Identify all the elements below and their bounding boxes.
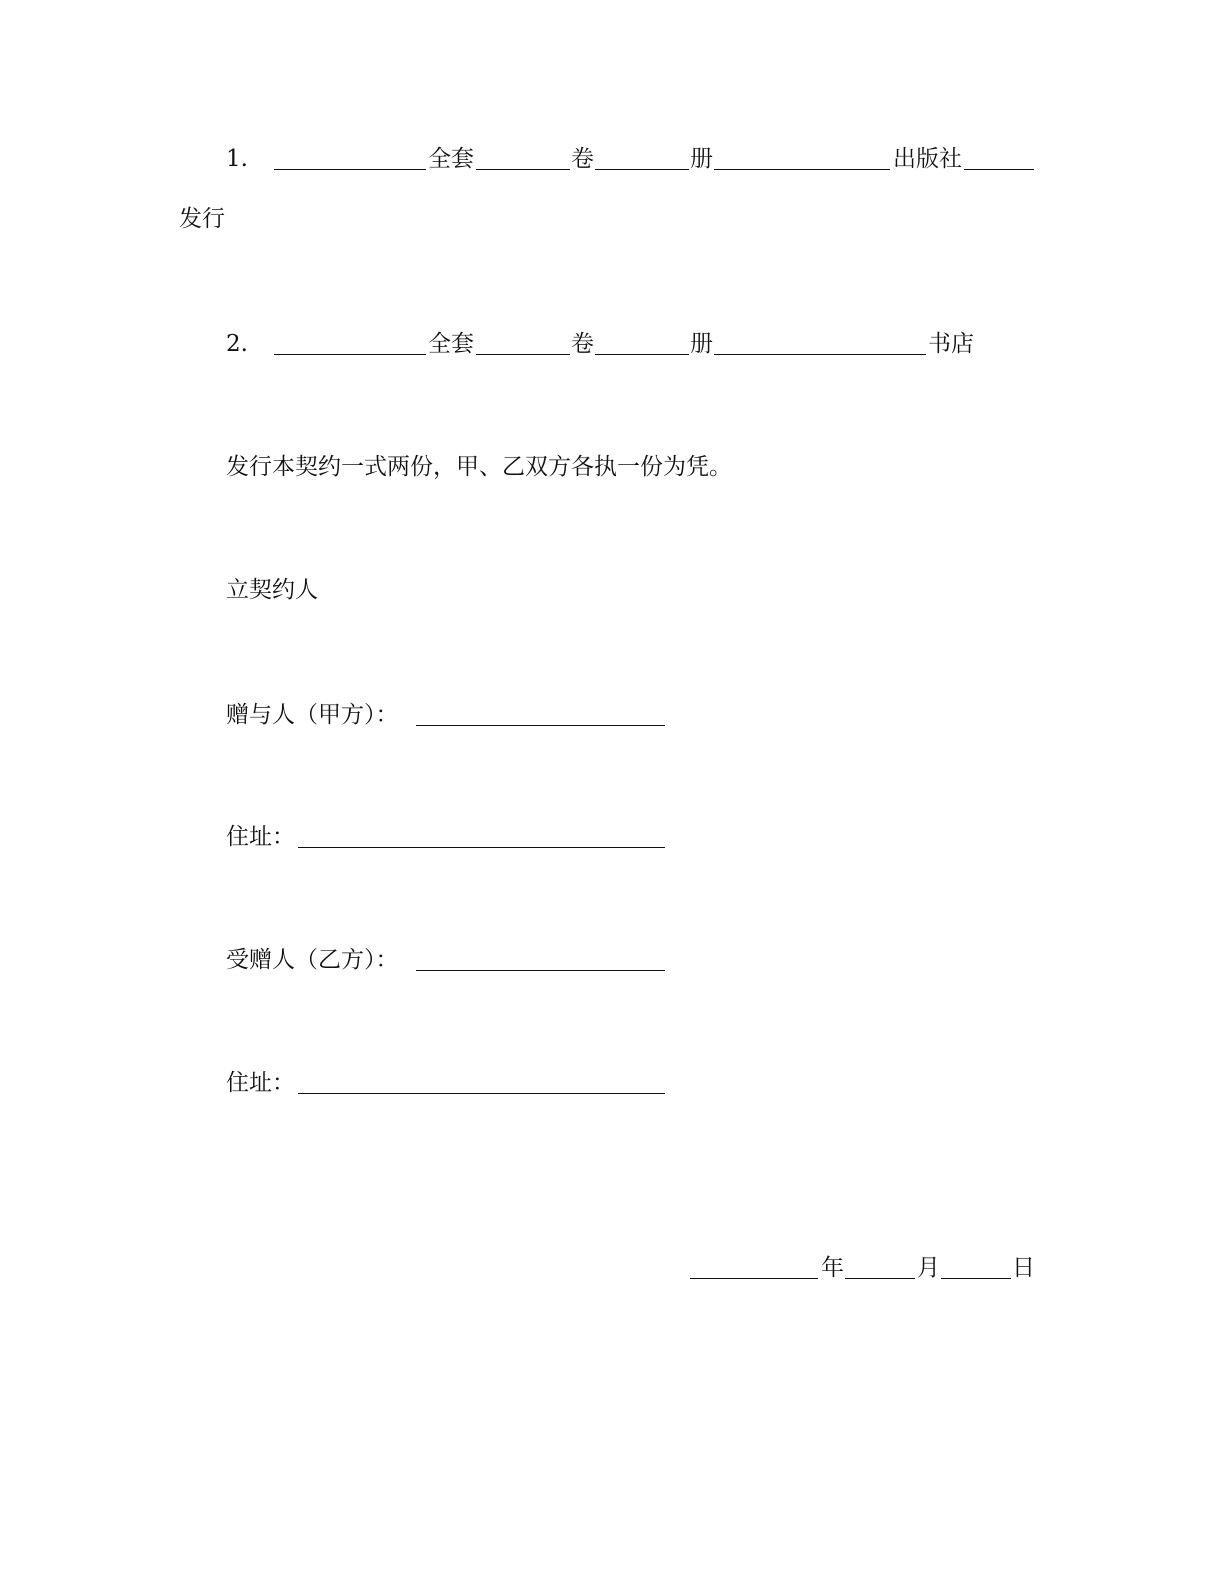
item-2-set-blank[interactable] [476, 354, 570, 355]
item-2-set-word: 全套 [428, 331, 474, 357]
closing-text: 发行本契约一式两份，甲、乙双方各执一份为凭。 [226, 454, 732, 480]
donor-label: 赠与人（甲方）： [226, 702, 399, 728]
month-label: 月 [917, 1255, 940, 1281]
item-1-continuation: 发行 [179, 206, 225, 232]
day-label: 日 [1012, 1255, 1035, 1281]
item-2-title-blank[interactable] [274, 354, 426, 355]
item-1-publisher-word: 出版社 [893, 146, 962, 172]
date-line [0, 1253, 1224, 1283]
item-1-issue-blank[interactable] [964, 169, 1034, 170]
item-1-line [0, 144, 1224, 174]
item-1-book-word: 册 [690, 146, 713, 172]
signatory-heading: 立契约人 [226, 577, 318, 603]
donor-address-blank[interactable] [298, 847, 665, 848]
donor-address-label: 住址： [226, 824, 295, 850]
item-2-volume-blank[interactable] [595, 354, 689, 355]
item-1-set-blank[interactable] [476, 169, 570, 170]
item-1-title-blank[interactable] [274, 169, 426, 170]
year-blank[interactable] [690, 1278, 818, 1279]
item-1-set-word: 全套 [428, 146, 474, 172]
donor-line [0, 700, 1224, 730]
item-2-line [0, 329, 1224, 359]
item-2-bookstore-word: 书店 [928, 331, 974, 357]
item-1-volume-word: 卷 [571, 146, 594, 172]
donor-address-line [0, 822, 1224, 852]
donee-line [0, 945, 1224, 975]
item-2-volume-word: 卷 [571, 331, 594, 357]
item-1-volume-blank[interactable] [595, 169, 689, 170]
donee-name-blank[interactable] [416, 970, 665, 971]
item-1-publisher-blank[interactable] [714, 169, 890, 170]
item-2-number: 2. [226, 331, 248, 357]
year-label: 年 [821, 1255, 844, 1281]
item-2-book-word: 册 [690, 331, 713, 357]
donee-address-line [0, 1068, 1224, 1098]
month-blank[interactable] [845, 1278, 915, 1279]
day-blank[interactable] [941, 1278, 1011, 1279]
item-2-bookstore-blank[interactable] [714, 354, 926, 355]
item-1-number: 1. [226, 146, 248, 172]
donor-name-blank[interactable] [416, 725, 665, 726]
donee-label: 受赠人（乙方）： [226, 947, 399, 973]
donee-address-label: 住址： [226, 1070, 295, 1096]
donee-address-blank[interactable] [298, 1093, 665, 1094]
